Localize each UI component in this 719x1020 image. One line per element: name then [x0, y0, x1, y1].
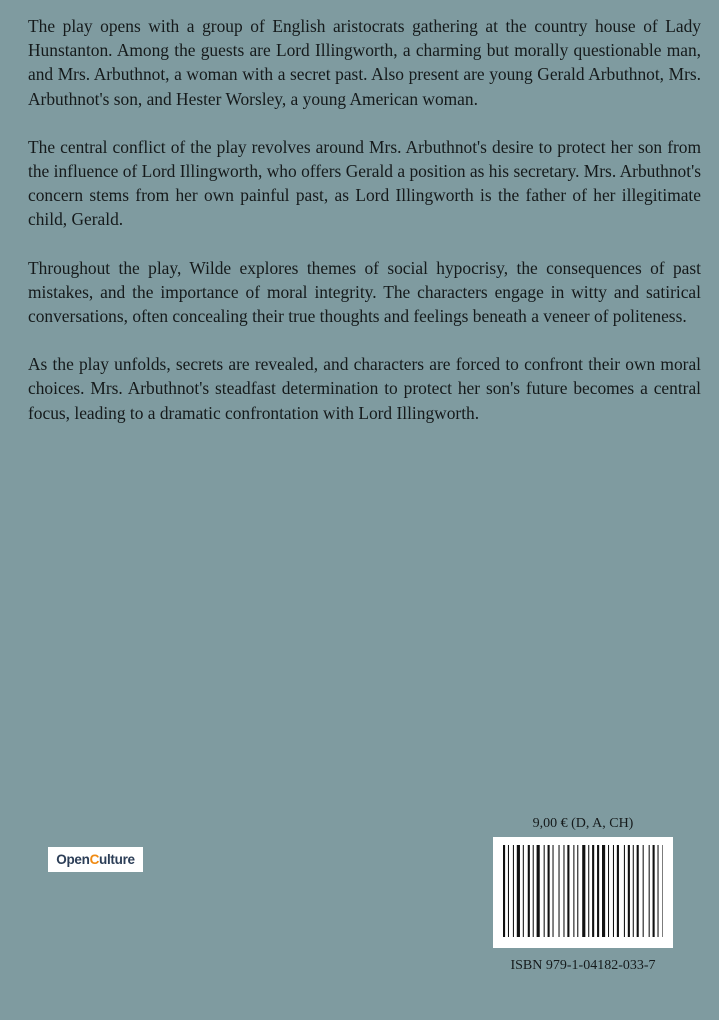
barcode-bar — [517, 845, 520, 937]
blurb-paragraph-1: The play opens with a group of English aristocrats gathering at the country house of Lady Hunstanton. Among the guests are Lord Illingworth, a charming but morally questionable man, and Mrs. Arbuthnot, a woman with a secret past. Also present are young Gerald Arbuthnot, Mrs. Arbuthnot's son, and Hester Worsley, a young American woman. — [28, 16, 701, 109]
barcode-bar — [567, 845, 569, 937]
barcode-bar — [613, 845, 614, 937]
publisher-logo — [48, 847, 143, 872]
blurb-paragraph-3: Throughout the play, Wilde explores themes of social hypocrisy, the consequences of past mistakes, and the importance of moral integrity. The characters engage in witty and satirical conversations, often concealing their true thoughts and feelings beneath a veneer of politeness. — [28, 257, 701, 327]
blurb-paragraph-4: As the play unfolds, secrets are revealed, and characters are forced to confront their own moral choices. Mrs. Arbuthnot's steadfast determination to protect her son's future becomes a central focus, leading to a dramatic confrontation with Lord Illingworth. — [28, 354, 701, 423]
logo-text-accent: C — [89, 852, 100, 867]
barcode-bar — [544, 845, 545, 937]
barcode-bar — [533, 845, 534, 937]
blurb-paragraph-2: The central conflict of the play revolves around Mrs. Arbuthnot's desire to protect her son from the influence of Lord Illingworth, who offers Gerald a position as his secretary. Mrs. Arbuthnot's concern stems from her own painful past, as Lord Illingworth is the father of her illegitimate child, Gerald. — [28, 136, 701, 230]
barcode-bar — [553, 845, 554, 937]
barcode-bar — [662, 845, 663, 937]
barcode-bar — [624, 845, 625, 937]
barcode-bar — [597, 845, 599, 937]
barcode-bar — [608, 845, 609, 937]
logo-text-open: Open — [56, 852, 90, 867]
barcode-bar — [537, 845, 540, 937]
barcode-bar — [513, 845, 514, 937]
barcode-bar — [503, 845, 505, 937]
barcode-bar — [548, 845, 550, 937]
barcode-bar — [577, 845, 578, 937]
back-cover-blurb — [28, 14, 701, 449]
barcode-bar — [658, 845, 659, 937]
barcode-bar — [637, 845, 639, 937]
barcode-bars — [503, 845, 663, 937]
barcode-bar — [582, 845, 585, 937]
barcode-bar — [602, 845, 605, 937]
logo-text-rest: ulture — [99, 852, 135, 867]
barcode-bar — [649, 845, 650, 937]
barcode-bar — [528, 845, 530, 937]
barcode-bar — [592, 845, 594, 937]
barcode-bar — [563, 845, 564, 937]
barcode — [493, 837, 673, 948]
barcode-bar — [559, 845, 560, 937]
barcode-bar — [573, 845, 574, 937]
barcode-bar — [628, 845, 630, 937]
barcode-bar — [653, 845, 655, 937]
barcode-bar — [588, 845, 589, 937]
barcode-bar — [523, 845, 524, 937]
barcode-bar — [508, 845, 509, 937]
barcode-bar — [633, 845, 634, 937]
barcode-bar — [617, 845, 619, 937]
price-label: 9,00 € (D, A, CH) — [532, 816, 634, 831]
barcode-bar — [643, 845, 644, 937]
isbn-label: ISBN 979-1-04182-033-7 — [510, 958, 656, 973]
